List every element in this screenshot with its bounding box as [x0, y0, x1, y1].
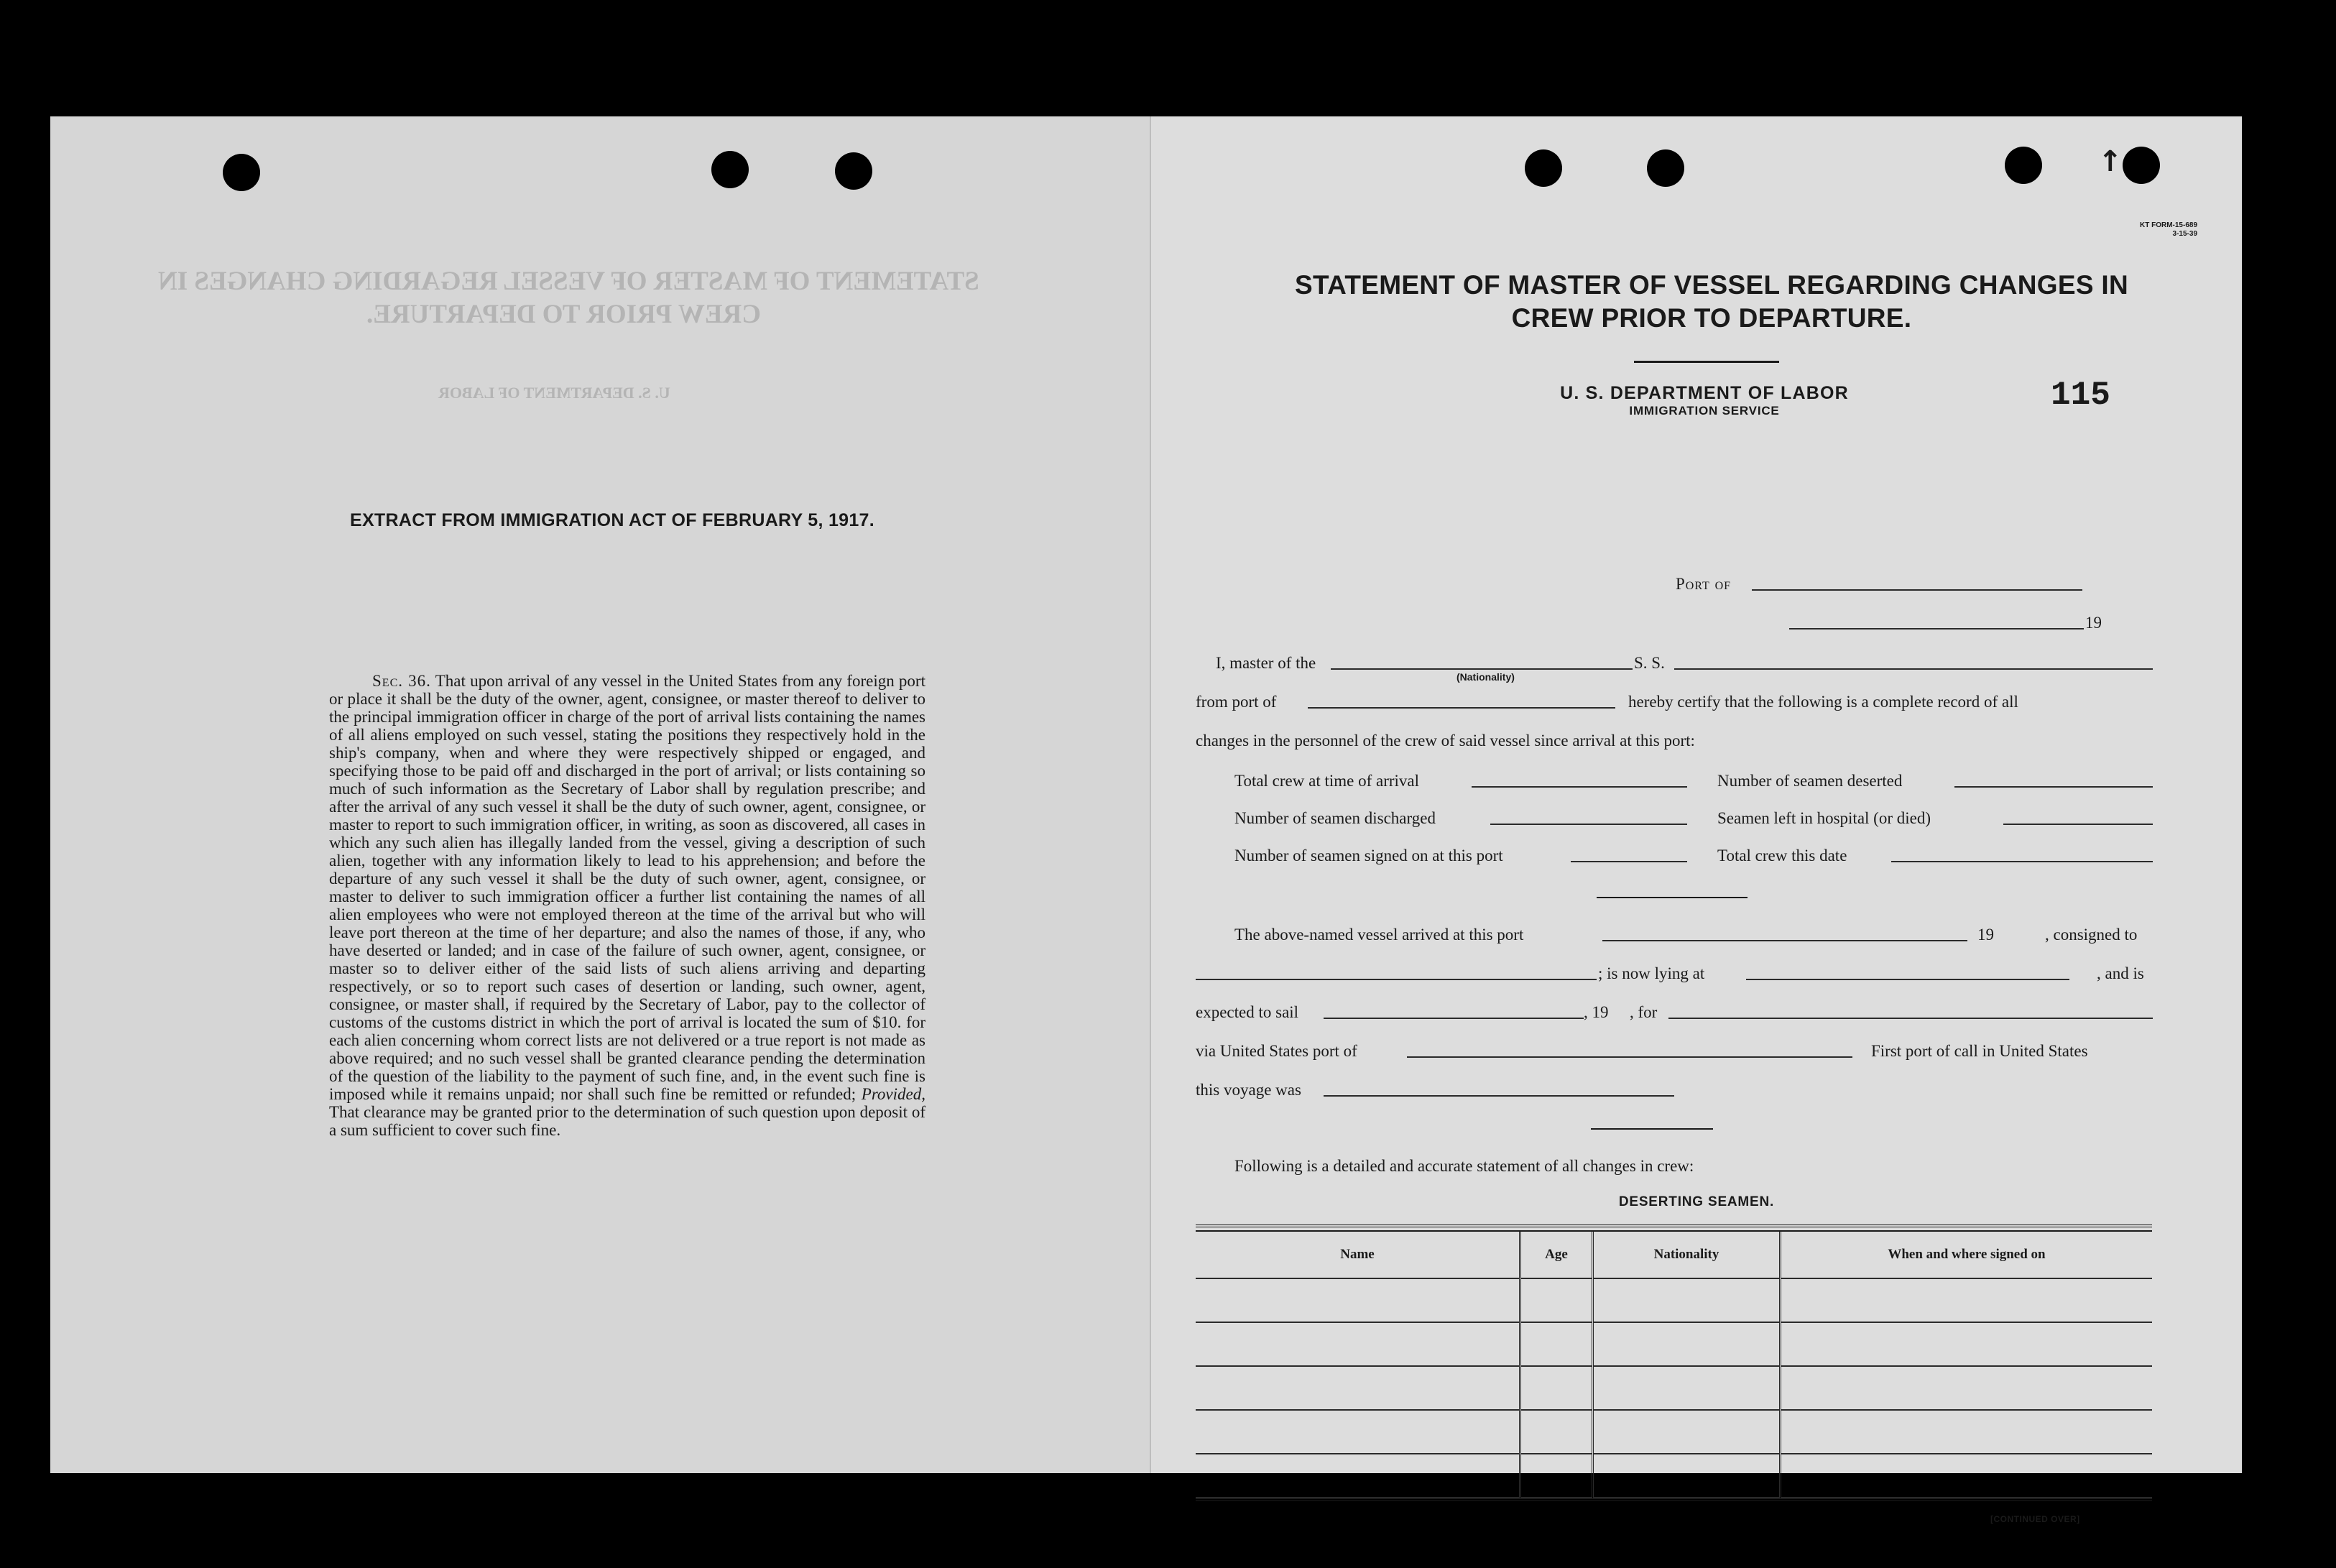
- total-crew-arrival-field[interactable]: [1472, 786, 1687, 788]
- signed-on-cell[interactable]: [1781, 1366, 2153, 1410]
- and-is-label: , and is: [2097, 964, 2144, 982]
- total-crew-arrival-label: Total crew at time of arrival: [1234, 772, 1420, 790]
- seamen-signed-on-label: Number of seamen signed on at this port: [1234, 847, 1503, 864]
- form-title: [1209, 269, 2215, 335]
- form-code: [2140, 221, 2197, 239]
- department-name: U. S. DEPARTMENT OF LABOR: [1560, 383, 1849, 403]
- table-row: [1196, 1366, 2152, 1410]
- from-port-field[interactable]: [1308, 707, 1615, 709]
- seamen-signed-on-field[interactable]: [1571, 861, 1687, 862]
- name-cell[interactable]: [1196, 1322, 1520, 1366]
- table-top-rule: [1196, 1225, 2152, 1227]
- total-crew-date-field[interactable]: [1891, 861, 2153, 862]
- nationality-cell[interactable]: [1593, 1454, 1781, 1498]
- from-port-label: from port of: [1196, 693, 1277, 711]
- age-cell[interactable]: [1520, 1454, 1593, 1498]
- via-port-field[interactable]: [1407, 1056, 1852, 1058]
- form-code-number: KT FORM-15-689: [2139, 221, 2197, 229]
- seamen-discharged-label: Number of seamen discharged: [1234, 809, 1436, 827]
- form-title-line-1: STATEMENT OF MASTER OF VESSEL REGARDING CHANGES IN: [1294, 270, 2128, 300]
- name-cell[interactable]: [1196, 1410, 1520, 1454]
- table-row: [1196, 1322, 2152, 1366]
- table-row: [1196, 1410, 2152, 1454]
- name-cell[interactable]: [1196, 1366, 1520, 1410]
- handwritten-arrow-icon: ↑: [2098, 145, 2123, 178]
- nationality-cell[interactable]: [1593, 1366, 1781, 1410]
- header-age: Age: [1520, 1232, 1593, 1278]
- seamen-discharged-field[interactable]: [1490, 824, 1687, 825]
- voyage-was-label: this voyage was: [1196, 1081, 1301, 1099]
- punch-hole: [1647, 149, 1684, 187]
- voyage-field[interactable]: [1324, 1095, 1674, 1097]
- age-cell[interactable]: [1520, 1410, 1593, 1454]
- bleed-through-title-1: STATEMENT OF MASTER OF VESSEL REGARDING CHANGES IN: [158, 267, 979, 296]
- form-title-line-2: CREW PRIOR TO DEPARTURE.: [1511, 303, 1912, 333]
- bleed-through-dept: U. S. DEPARTMENT OF LABOR: [438, 384, 670, 402]
- extract-body: [329, 672, 925, 1139]
- extract-text: That upon arrival of any vessel in the United States from any foreign port or place it shall be the duty of the owner, agent, consignee, or master thereof to deliver to the principal immigration officer in charge of the port of arrival lists containing the names of all aliens employed on such vessel, stating the positions they respectively hold in the ship's company, when and where they were respectively shipped or engaged, and specifying those to be paid off and discharged in the port of arrival; or lists containing so much of such information as the Secretary of Labor shall by regulation prescribe; and after the arrival of any such vessel it shall be the duty of such owner, agent, consignee, or master to report to such immigration officer, in writing, as soon as discovered, all cases in which any such alien has illegally landed from the vessel, giving a description of such alien, together with any information likely to lead to his apprehension; and before the departure of any such vessel it shall be the duty of such owner, agent, consignee, or master to deliver to such immigration officer a further list containing the names of all alien employees who were not employed thereon at the time of the arrival but who will leave port thereon at the time of her departure; and also the names of those, if any, who have deserted or landed; and in case of the failure of such owner, agent, consignee, or master so to deliver either of the said lists of such aliens arriving and departing respectively, or so to report such cases of desertion or landing, such owner, agent, consignee, or master shall, if required by the Secretary of Labor, pay to the collector of customs of the customs district in which the port of arrival is located the sum of $10. for each alien concerning whom correct lists are not delivered or a true report is not made as above required; and no such vessel shall be granted clearance pending the determination of the question of the liability to the payment of such fine, and, in the event such fine is imposed while it remains unpaid; nor shall such fine be remitted or refunded;: [329, 672, 925, 1103]
- age-cell[interactable]: [1520, 1366, 1593, 1410]
- signed-on-cell[interactable]: [1781, 1454, 2153, 1498]
- arrival-date-field[interactable]: [1602, 940, 1967, 941]
- punch-hole: [2123, 147, 2160, 184]
- ss-label: S. S.: [1634, 654, 1665, 672]
- header-nationality: Nationality: [1593, 1232, 1781, 1278]
- signed-on-cell[interactable]: [1781, 1322, 2153, 1366]
- changes-text: changes in the personnel of the crew of said vessel since arrival at this port:: [1196, 732, 1695, 750]
- continued-over-note: [CONTINUED OVER]: [1990, 1514, 2080, 1524]
- vessel-arrived-label: The above-named vessel arrived at this port: [1234, 926, 1524, 944]
- date-field[interactable]: [1789, 628, 2084, 629]
- right-page: [1150, 116, 2242, 1524]
- for-label: , for: [1630, 1003, 1658, 1021]
- left-page: [50, 116, 1150, 1473]
- destination-field[interactable]: [1668, 1018, 2153, 1019]
- nationality-cell[interactable]: [1593, 1278, 1781, 1322]
- nationality-cell[interactable]: [1593, 1322, 1781, 1366]
- nationality-field[interactable]: [1331, 668, 1633, 670]
- nationality-caption: (Nationality): [1456, 671, 1515, 683]
- section-number: Sec. 36.: [372, 672, 431, 690]
- punch-hole: [711, 151, 749, 188]
- port-of-field[interactable]: [1752, 589, 2082, 591]
- consigned-to-label: , consigned to: [2045, 926, 2138, 944]
- port-of-label: Port of: [1676, 575, 1732, 593]
- now-lying-label: ; is now lying at: [1598, 964, 1705, 982]
- punch-hole: [2005, 147, 2042, 184]
- expected-sail-label: expected to sail: [1196, 1003, 1299, 1021]
- form-number: 115: [2051, 377, 2110, 414]
- year-19-label: 19: [2085, 614, 2102, 632]
- table-row: [1196, 1278, 2152, 1322]
- consignee-field[interactable]: [1196, 979, 1597, 980]
- header-name: Name: [1196, 1232, 1520, 1278]
- age-cell[interactable]: [1520, 1278, 1593, 1322]
- table-bottom-rule: [1196, 1498, 2152, 1501]
- table-header-row: [1196, 1232, 2152, 1278]
- seamen-hospital-label: Seamen left in hospital (or died): [1717, 809, 1931, 827]
- name-cell[interactable]: [1196, 1278, 1520, 1322]
- extract-title: EXTRACT FROM IMMIGRATION ACT OF FEBRUARY 5, 1917.: [349, 510, 875, 530]
- vessel-name-field[interactable]: [1674, 668, 2153, 670]
- arrival-19-label: 19: [1977, 926, 1994, 944]
- deserting-seamen-table: [1196, 1232, 2152, 1498]
- section-divider: [1597, 897, 1748, 898]
- punch-hole: [835, 152, 872, 190]
- title-divider: [1634, 361, 1779, 363]
- section-divider-2: [1591, 1128, 1713, 1130]
- service-name: IMMIGRATION SERVICE: [1629, 404, 1780, 418]
- total-crew-date-label: Total crew this date: [1717, 847, 1847, 864]
- lying-at-field[interactable]: [1746, 979, 2069, 980]
- certify-text: hereby certify that the following is a complete record of all: [1628, 693, 2018, 711]
- seamen-hospital-field[interactable]: [2003, 824, 2153, 825]
- seamen-deserted-field[interactable]: [1954, 786, 2153, 788]
- table-row: [1196, 1454, 2152, 1498]
- form-code-date: 3-15-39: [2172, 230, 2197, 238]
- master-label: I, master of the: [1216, 654, 1316, 672]
- punch-hole: [1525, 149, 1562, 187]
- name-cell[interactable]: [1196, 1454, 1520, 1498]
- sail-date-field[interactable]: [1324, 1018, 1584, 1019]
- nationality-cell[interactable]: [1593, 1410, 1781, 1454]
- signed-on-cell[interactable]: [1781, 1278, 2153, 1322]
- first-port-label: First port of call in United States: [1871, 1042, 2088, 1060]
- seamen-deserted-label: Number of seamen deserted: [1717, 772, 1903, 790]
- punch-hole: [223, 154, 260, 191]
- header-when-where: When and where signed on: [1781, 1232, 2153, 1278]
- bleed-through-title-2: CREW PRIOR TO DEPARTURE.: [366, 300, 761, 329]
- age-cell[interactable]: [1520, 1322, 1593, 1366]
- sail-19-label: , 19: [1584, 1003, 1609, 1021]
- following-statement: Following is a detailed and accurate statement of all changes in crew:: [1234, 1157, 1694, 1175]
- extract-provided: Provided,: [861, 1085, 925, 1103]
- via-port-label: via United States port of: [1196, 1042, 1357, 1060]
- signed-on-cell[interactable]: [1781, 1410, 2153, 1454]
- deserting-seamen-heading: DESERTING SEAMEN.: [1618, 1194, 1775, 1209]
- extract-text-end: That clearance may be granted prior to the determination of such question upon deposit of a sum sufficient to cover such fine.: [329, 1103, 925, 1139]
